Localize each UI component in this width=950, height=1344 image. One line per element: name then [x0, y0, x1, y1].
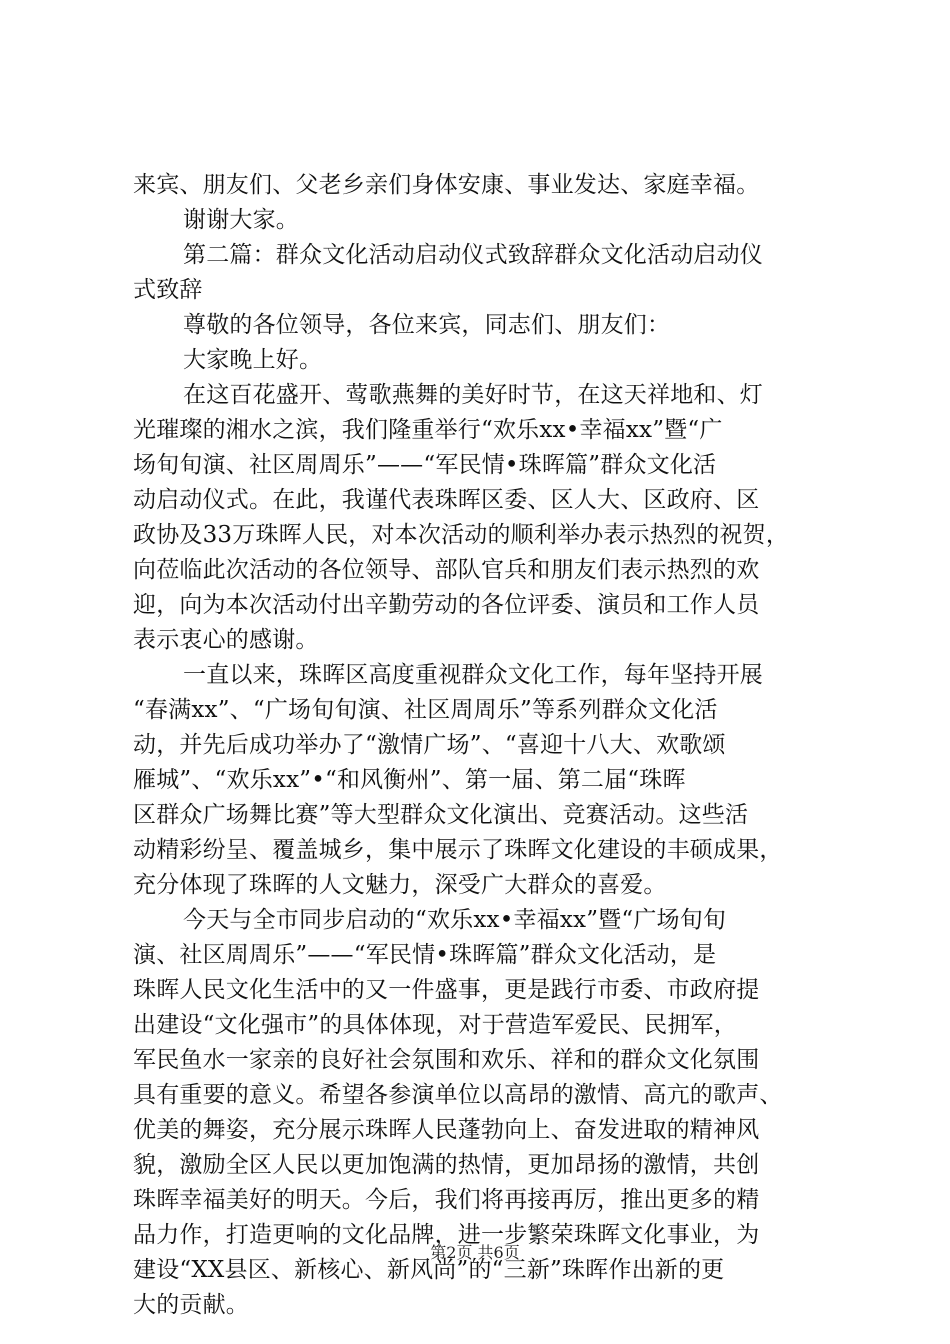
text-line: 来宾、朋友们、父老乡亲们身体安康、事业发达、家庭幸福。 [133, 172, 760, 198]
text-line: 在这百花盛开、莺歌燕舞的美好时节，在这天祥地和、灯 [183, 382, 763, 408]
text-line: “春满xx”、“广场旬旬演、社区周周乐”等系列群众文化活 [133, 697, 718, 723]
text-line: 光璀璨的湘水之滨，我们隆重举行“欢乐xx•幸福xx”暨“广 [133, 417, 723, 443]
text-line: 具有重要的意义。希望各参演单位以高昂的激情、高亢的歌声、 [133, 1082, 783, 1108]
text-line: 珠晖人民文化生活中的又一件盛事，更是践行市委、市政府提 [133, 977, 760, 1003]
text-line: 建设“XX县区、新核心、新风尚”的“三新”珠晖作出新的更 [133, 1257, 725, 1283]
text-line: 军民鱼水一家亲的良好社会氛围和欢乐、祥和的群众文化氛围 [133, 1047, 760, 1073]
text-line: 表示衷心的感谢。 [133, 627, 319, 653]
section-heading-line: 式致辞 [133, 277, 203, 303]
text-line: 品力作，打造更响的文化品牌，进一步繁荣珠晖文化事业，为 [133, 1222, 760, 1248]
salutation-line: 尊敬的各位领导，各位来宾，同志们、朋友们： [183, 312, 671, 338]
text-line: 动，并先后成功举办了“激情广场”、“喜迎十八大、欢歌颂 [133, 732, 726, 758]
text-line: 向莅临此次活动的各位领导、部队官兵和朋友们表示热烈的欢 [133, 557, 760, 583]
text-line: 区群众广场舞比赛”等大型群众文化演出、竞赛活动。这些活 [133, 802, 749, 828]
text-line: 谢谢大家。 [183, 207, 299, 233]
text-line: 一直以来，珠晖区高度重视群众文化工作，每年坚持开展 [183, 662, 763, 688]
text-line: 今天与全市同步启动的“欢乐xx•幸福xx”暨“广场旬旬 [183, 907, 727, 933]
greeting-line: 大家晚上好。 [183, 347, 323, 373]
text-line: 动精彩纷呈、覆盖城乡，集中展示了珠晖文化建设的丰硕成果， [133, 837, 783, 863]
text-line: 政协及33万珠晖人民，对本次活动的顺利举办表示热烈的祝贺， [133, 522, 790, 548]
text-line: 大的贡献。 [133, 1292, 249, 1318]
text-line: 演、社区周周乐”——“军民情•珠晖篇”群众文化活动，是 [133, 942, 717, 968]
page-number-footer: 第2页 共6页 [430, 1243, 520, 1262]
section-heading-line: 第二篇：群众文化活动启动仪式致辞群众文化活动启动仪 [183, 242, 763, 268]
text-line: 迎，向为本次活动付出辛勤劳动的各位评委、演员和工作人员 [133, 592, 760, 618]
text-line: 优美的舞姿，充分展示珠晖人民蓬勃向上、奋发进取的精神风 [133, 1117, 760, 1143]
text-line: 雁城”、“欢乐xx”•“和风衡州”、第一届、第二届“珠晖 [133, 767, 686, 793]
text-line: 动启动仪式。在此，我谨代表珠晖区委、区人大、区政府、区 [133, 487, 760, 513]
text-line: 出建设“文化强市”的具体体现，对于营造军爱民、民拥军， [133, 1012, 737, 1038]
text-line: 场旬旬演、社区周周乐”——“军民情•珠晖篇”群众文化活 [133, 452, 717, 478]
text-line: 充分体现了珠晖的人文魅力，深受广大群众的喜爱。 [133, 872, 667, 898]
text-line: 珠晖幸福美好的明天。今后，我们将再接再厉，推出更多的精 [133, 1187, 760, 1213]
text-line: 貌，激励全区人民以更加饱满的热情，更加昂扬的激情，共创 [133, 1152, 760, 1178]
